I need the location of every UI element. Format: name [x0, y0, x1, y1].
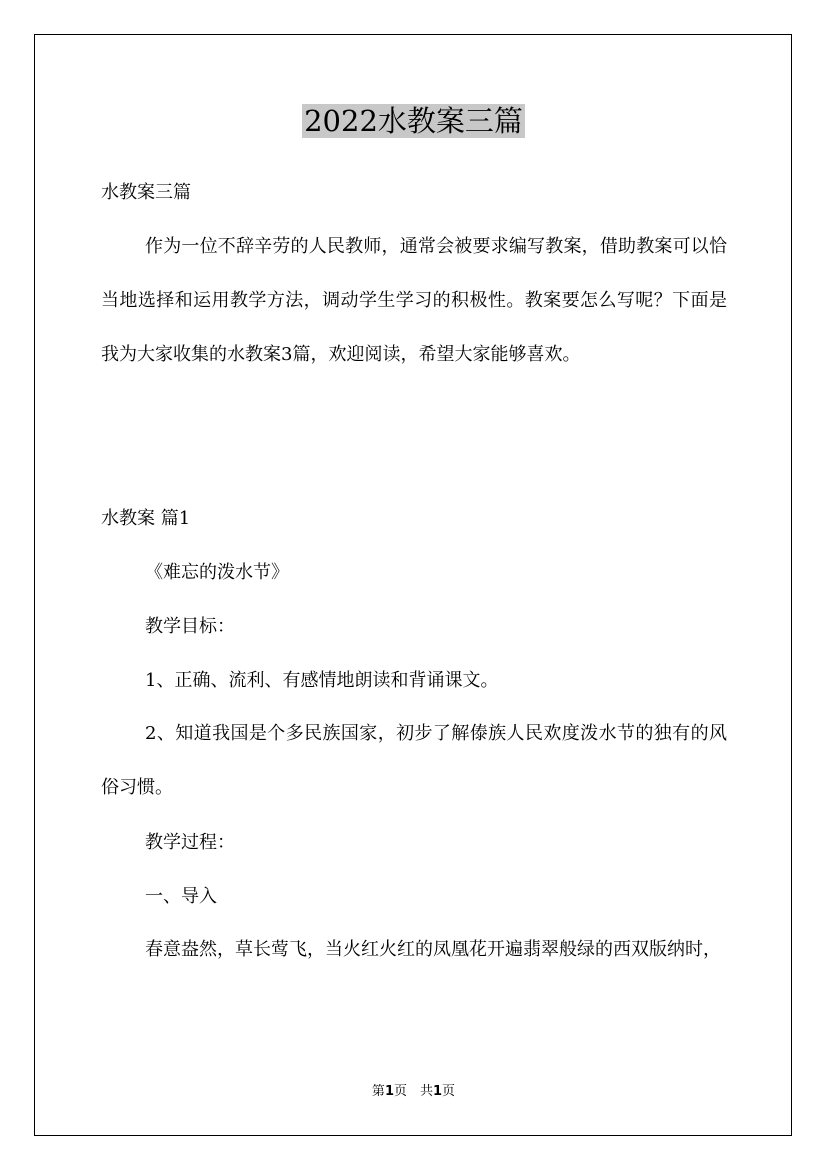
document-subtitle: 水教案三篇 [101, 182, 191, 203]
step-1-heading: 一、导入 [145, 886, 217, 907]
footer-page-suffix: 页 [442, 1084, 456, 1099]
process-label: 教学过程： [145, 832, 235, 853]
document-title [0, 100, 827, 142]
intro-paragraph: 作为一位不辞辛劳的人民教师，通常会被要求编写教案，借助教案可以恰当地选择和运用教学方法，调动学生学习的积极性。教案要怎么写呢？下面是我为大家收集的水教案3篇，欢迎阅读，希望大家能够喜欢。 [101, 236, 727, 365]
footer-page-current: 1 [384, 1084, 394, 1099]
section-heading: 水教案 篇1 [101, 508, 191, 529]
goals-label: 教学目标： [145, 616, 235, 637]
document-title-text: 2022水教案三篇 [304, 104, 523, 138]
goal-item-1: 1、正确、流利、有感情地朗读和背诵课文。 [145, 670, 499, 691]
goal-item-2: 2、知道我国是个多民族国家，初步了解傣族人民欢度泼水节的独有的风俗习惯。 [101, 723, 727, 798]
footer-page-mid: 页 共 [393, 1084, 433, 1099]
step-1-paragraph: 春意盎然，草长莺飞，当火红火红的凤凰花开遍翡翠般绿的西双版纳时， [145, 939, 721, 960]
footer-page-prefix: 第 [371, 1084, 385, 1099]
footer-page-total: 1 [433, 1084, 443, 1099]
page-footer [0, 1082, 827, 1102]
lesson-title: 《难忘的泼水节》 [145, 562, 289, 583]
